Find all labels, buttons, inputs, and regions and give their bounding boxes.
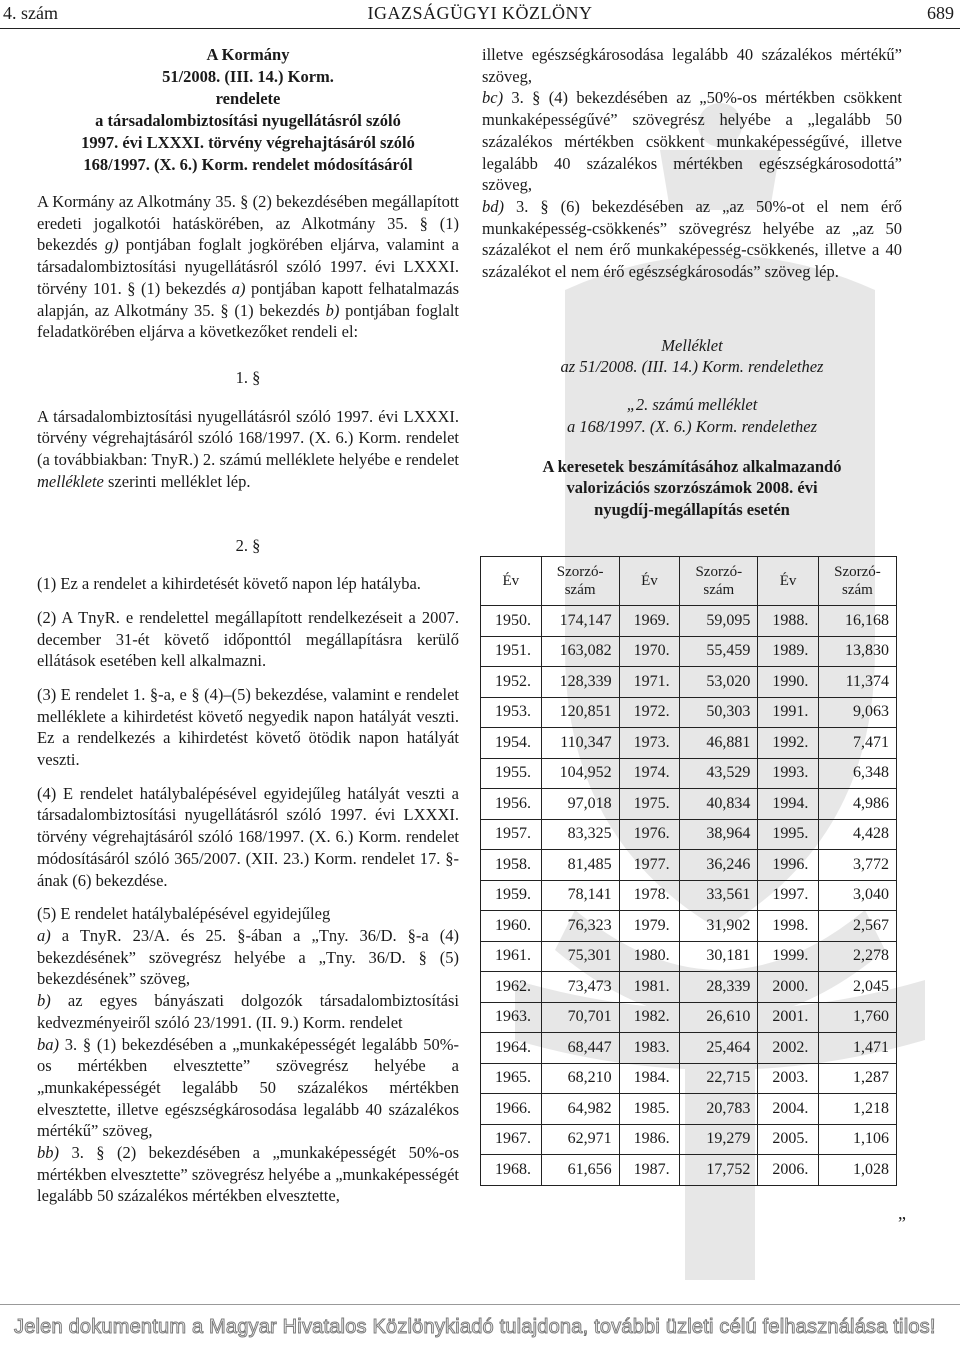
text: 3. § (2) bekezdésében a „munkaképességét 50%-os mértékben elvesztette” szövegrész helyébe a „munkaképességét legalább 50 százalékos mértékben elvesztette, bbox=[37, 1143, 459, 1206]
multiplier-cell: 1,287 bbox=[818, 1063, 896, 1094]
point-ba bbox=[37, 1034, 459, 1143]
year-cell: 1986. bbox=[619, 1124, 680, 1155]
year-cell: 1989. bbox=[758, 636, 819, 667]
multiplier-cell: 61,656 bbox=[541, 1155, 619, 1186]
year-cell: 1994. bbox=[758, 789, 819, 820]
year-cell: 1995. bbox=[758, 819, 819, 850]
multiplier-cell: 70,701 bbox=[541, 1002, 619, 1033]
multiplier-cell: 4,428 bbox=[818, 819, 896, 850]
paragraph-3: (3) E rendelet 1. §-a, e § (4)–(5) bekezdése, valamint e rendelet melléklete a kihirdetést követő negyedik napon hatályát veszti. Ez a rendelkezés a kihirdetést követő ötödik napon hatályát veszti. bbox=[37, 684, 459, 770]
multiplier-cell: 46,881 bbox=[680, 728, 758, 759]
year-cell: 1971. bbox=[619, 667, 680, 698]
year-cell: 1981. bbox=[619, 972, 680, 1003]
multiplier-cell: 50,303 bbox=[680, 697, 758, 728]
heading-line: valorizációs szorzószámok 2008. évi bbox=[566, 478, 818, 498]
footer bbox=[0, 1300, 960, 1345]
multiplier-cell: 20,783 bbox=[680, 1094, 758, 1125]
table-row bbox=[481, 789, 897, 820]
year-cell: 1963. bbox=[481, 1002, 542, 1033]
year-cell: 1976. bbox=[619, 819, 680, 850]
table-row bbox=[481, 728, 897, 759]
year-cell: 1984. bbox=[619, 1063, 680, 1094]
year-cell: 1980. bbox=[619, 941, 680, 972]
annex-line: a 168/1997. (X. 6.) Korm. rendelethez bbox=[566, 416, 818, 436]
multiplier-cell: 64,982 bbox=[541, 1094, 619, 1125]
title-line: 1997. évi LXXXI. törvény végrehajtásáról szóló bbox=[81, 133, 415, 152]
table-row bbox=[481, 1094, 897, 1125]
year-cell: 1953. bbox=[481, 697, 542, 728]
multiplier-cell: 59,095 bbox=[680, 606, 758, 637]
year-cell: 1985. bbox=[619, 1094, 680, 1125]
year-cell: 1983. bbox=[619, 1033, 680, 1064]
multiplier-cell: 33,561 bbox=[680, 880, 758, 911]
year-cell: 1996. bbox=[758, 850, 819, 881]
multiplier-cell: 43,529 bbox=[680, 758, 758, 789]
text: pontjában foglalt feladatkörében eljárva a következőket rendeli el: bbox=[37, 300, 460, 342]
multiplier-cell: 4,986 bbox=[818, 789, 896, 820]
paragraph-2: (2) A TnyR. e rendelettel megállapított rendelkezéseit a 2007. december 31-ét követő időponttól megállapításra kerülő ellátások esetében kell alkalmazni. bbox=[37, 607, 459, 671]
table-row bbox=[481, 1002, 897, 1033]
multiplier-cell: 11,374 bbox=[818, 667, 896, 698]
multiplier-cell: 30,181 bbox=[680, 941, 758, 972]
table-row bbox=[481, 667, 897, 698]
left-column bbox=[37, 44, 459, 1207]
year-cell: 1972. bbox=[619, 697, 680, 728]
point-bb bbox=[37, 1142, 459, 1207]
table-row bbox=[481, 697, 897, 728]
multiplier-cell: 6,348 bbox=[818, 758, 896, 789]
text: A társadalombiztosítási nyugellátásról szóló 1997. évi LXXXI. törvény végrehajtásáról szóló 168/1997. (X. 6.) Korm. rendelet (a továbbiakban: TnyR.) 2. számú melléklete helyébe e rendelet bbox=[37, 406, 459, 470]
multiplier-cell: 22,715 bbox=[680, 1063, 758, 1094]
point-label: bd) bbox=[482, 196, 504, 216]
text: az egyes bányászati dolgozók társadalombiztosítási kedvezményeiről szóló 23/1991. (II. 9.) Korm. rendelet bbox=[37, 991, 459, 1032]
multiplier-cell: 83,325 bbox=[541, 819, 619, 850]
point-label: bb) bbox=[37, 1143, 59, 1163]
header-cell: Év bbox=[619, 557, 680, 606]
multiplier-cell: 1,218 bbox=[818, 1094, 896, 1125]
year-cell: 1951. bbox=[481, 636, 542, 667]
year-cell: 1959. bbox=[481, 880, 542, 911]
table-row bbox=[481, 1124, 897, 1155]
table-row bbox=[481, 636, 897, 667]
multiplier-cell: 3,772 bbox=[818, 850, 896, 881]
paragraph-5: (5) E rendelet hatálybalépésével egyidejűleg bbox=[37, 904, 331, 924]
table-row bbox=[481, 1155, 897, 1186]
section-1-text bbox=[37, 406, 459, 493]
multiplier-table bbox=[480, 556, 897, 1186]
multiplier-cell: 78,141 bbox=[541, 880, 619, 911]
point-bd bbox=[482, 196, 902, 283]
decree-title bbox=[37, 44, 459, 176]
multiplier-cell: 1,471 bbox=[818, 1033, 896, 1064]
year-cell: 1967. bbox=[481, 1124, 542, 1155]
heading-line: A keresetek beszámításához alkalmazandó bbox=[542, 456, 842, 476]
title-line: 51/2008. (III. 14.) Korm. bbox=[162, 67, 334, 86]
multiplier-cell: 73,473 bbox=[541, 972, 619, 1003]
title-line: rendelete bbox=[215, 89, 281, 108]
year-cell: 2004. bbox=[758, 1094, 819, 1125]
year-cell: 2000. bbox=[758, 972, 819, 1003]
year-cell: 1998. bbox=[758, 911, 819, 942]
year-cell: 1979. bbox=[619, 911, 680, 942]
multiplier-cell: 104,952 bbox=[541, 758, 619, 789]
multiplier-cell: 163,082 bbox=[541, 636, 619, 667]
multiplier-cell: 1,028 bbox=[818, 1155, 896, 1186]
year-cell: 1968. bbox=[481, 1155, 542, 1186]
year-cell: 2003. bbox=[758, 1063, 819, 1094]
multiplier-cell: 97,018 bbox=[541, 789, 619, 820]
year-cell: 1975. bbox=[619, 789, 680, 820]
header-rule bbox=[0, 28, 960, 29]
header-cell: Szorzó-szám bbox=[818, 557, 896, 606]
point-bc bbox=[482, 87, 902, 196]
text: pontjában foglalt jogkörében eljárva, valamint a társadalombiztosítási nyugellátásról szóló 1997. évi LXXXI. törvény 101. § (1) bekezdés bbox=[37, 235, 459, 298]
table-row bbox=[481, 880, 897, 911]
table-header-row bbox=[481, 557, 897, 606]
multiplier-cell: 1,106 bbox=[818, 1124, 896, 1155]
table-heading bbox=[482, 456, 902, 521]
header-cell: Év bbox=[758, 557, 819, 606]
multiplier-cell: 174,147 bbox=[541, 606, 619, 637]
multiplier-cell: 55,459 bbox=[680, 636, 758, 667]
multiplier-cell: 17,752 bbox=[680, 1155, 758, 1186]
paragraph-4: (4) E rendelet hatálybalépésével egyidejűleg hatályát veszti a társadalombiztosítási nyugellátásról szóló 1997. évi LXXXI. törvény végrehajtásáról szóló 168/1997. (X. 6.) Korm. rendelet módosításáról szóló 365/2007. (XII. 23.) Korm. rendelet 17. §-ának (6) bekezdése. bbox=[37, 783, 459, 890]
table-row bbox=[481, 941, 897, 972]
year-cell: 2002. bbox=[758, 1033, 819, 1064]
multiplier-cell: 128,339 bbox=[541, 667, 619, 698]
year-cell: 1991. bbox=[758, 697, 819, 728]
title-line: A Kormány bbox=[206, 45, 290, 64]
right-column bbox=[482, 44, 902, 521]
point-ref: g) bbox=[104, 235, 119, 255]
multiplier-cell: 38,964 bbox=[680, 819, 758, 850]
paragraph-1: (1) Ez a rendelet a kihirdetését követő napon lép hatályba. bbox=[37, 574, 421, 594]
annex-heading bbox=[482, 335, 902, 378]
table-row bbox=[481, 850, 897, 881]
year-cell: 1961. bbox=[481, 941, 542, 972]
annex-reference: az 51/2008. (III. 14.) Korm. rendelethez bbox=[560, 357, 824, 377]
point-ref: a) bbox=[231, 278, 246, 298]
multiplier-cell: 62,971 bbox=[541, 1124, 619, 1155]
title-line: 168/1997. (X. 6.) Korm. rendelet módosításáról bbox=[83, 155, 413, 174]
closing-quote: ” bbox=[898, 1213, 906, 1233]
table-row bbox=[481, 819, 897, 850]
year-cell: 2005. bbox=[758, 1124, 819, 1155]
year-cell: 1965. bbox=[481, 1063, 542, 1094]
year-cell: 1962. bbox=[481, 972, 542, 1003]
section-2-heading: 2. § bbox=[235, 536, 261, 556]
multiplier-cell: 1,760 bbox=[818, 1002, 896, 1033]
section-1-heading: 1. § bbox=[235, 367, 261, 387]
year-cell: 1992. bbox=[758, 728, 819, 759]
annex-subheading bbox=[482, 394, 902, 437]
footer-rule bbox=[0, 1304, 960, 1305]
year-cell: 1956. bbox=[481, 789, 542, 820]
multiplier-cell: 2,278 bbox=[818, 941, 896, 972]
year-cell: 2001. bbox=[758, 1002, 819, 1033]
year-cell: 1993. bbox=[758, 758, 819, 789]
multiplier-cell: 76,323 bbox=[541, 911, 619, 942]
table-row bbox=[481, 972, 897, 1003]
text: A Kormány az Alkotmány 35. § (2) bekezdésében megállapított eredeti jogalkotói hatáskörében, az Alkotmány 35. § (1) bekezdés bbox=[37, 192, 459, 255]
italic-term: melléklete bbox=[37, 471, 104, 491]
year-cell: 1982. bbox=[619, 1002, 680, 1033]
multiplier-cell: 81,485 bbox=[541, 850, 619, 881]
multiplier-cell: 53,020 bbox=[680, 667, 758, 698]
multiplier-cell: 36,246 bbox=[680, 850, 758, 881]
preamble bbox=[37, 191, 459, 343]
multiplier-cell: 25,464 bbox=[680, 1033, 758, 1064]
point-label: bc) bbox=[482, 88, 504, 108]
year-cell: 2006. bbox=[758, 1155, 819, 1186]
table-row bbox=[481, 758, 897, 789]
table-row bbox=[481, 1033, 897, 1064]
annex-title: Melléklet bbox=[661, 335, 723, 355]
point-label: a) bbox=[37, 925, 51, 945]
text: 3. § (1) bekezdésében a „munkaképességét legalább 50%-os mértékben elvesztette” szövegrész helyébe a „munkaképességét legalább 50 százalékos mértékben elvesztette, illetve egészségkárosodása legalább 40 százalékos mértékű” szöveg, bbox=[37, 1034, 459, 1141]
year-cell: 1954. bbox=[481, 728, 542, 759]
multiplier-cell: 26,610 bbox=[680, 1002, 758, 1033]
multiplier-cell: 28,339 bbox=[680, 972, 758, 1003]
year-cell: 1974. bbox=[619, 758, 680, 789]
year-cell: 1964. bbox=[481, 1033, 542, 1064]
year-cell: 1969. bbox=[619, 606, 680, 637]
header-cell: Év bbox=[481, 557, 542, 606]
header-cell: Szorzó-szám bbox=[541, 557, 619, 606]
point-ref: b) bbox=[325, 300, 340, 320]
multiplier-cell: 9,063 bbox=[818, 697, 896, 728]
year-cell: 1987. bbox=[619, 1155, 680, 1186]
text: 3. § (6) bekezdésében az „az 50%-ot el nem érő munkaképesség-csökkenés” szövegrész helyébe az „az 50 százalékot el nem érő munkaképesség-csökkenés, illetve a 40 százalékot el nem érő egészségkárosodás” szöveg lép. bbox=[482, 196, 902, 282]
multiplier-cell: 68,210 bbox=[541, 1063, 619, 1094]
multiplier-cell: 3,040 bbox=[818, 880, 896, 911]
year-cell: 1988. bbox=[758, 606, 819, 637]
multiplier-cell: 2,045 bbox=[818, 972, 896, 1003]
multiplier-cell: 31,902 bbox=[680, 911, 758, 942]
continued-text: illetve egészségkárosodása legalább 40 százalékos mértékű” szöveg, bbox=[482, 45, 902, 86]
table-row bbox=[481, 606, 897, 637]
year-cell: 1999. bbox=[758, 941, 819, 972]
multiplier-cell: 110,347 bbox=[541, 728, 619, 759]
point-a bbox=[37, 925, 459, 990]
year-cell: 1977. bbox=[619, 850, 680, 881]
text: szerinti melléklet lép. bbox=[103, 471, 251, 491]
issue-number: 4. szám bbox=[3, 3, 58, 23]
text: 3. § (4) bekezdésében az „50%-os mértékben csökkent munkaképességűvé” szövegrész helyébe a „legalább 50 százalékos mértékben csökkent munkaképességűvé, illetve legalább 40 százalékos mértékben egészségkárosodottá” szöveg, bbox=[482, 88, 902, 195]
year-cell: 1978. bbox=[619, 880, 680, 911]
heading-line: nyugdíj-megállapítás esetén bbox=[594, 499, 790, 519]
multiplier-cell: 40,834 bbox=[680, 789, 758, 820]
table-body bbox=[481, 606, 897, 1186]
multiplier-cell: 19,279 bbox=[680, 1124, 758, 1155]
multiplier-cell: 2,567 bbox=[818, 911, 896, 942]
year-cell: 1952. bbox=[481, 667, 542, 698]
ownership-notice: Jelen dokumentum a Magyar Hivatalos Közlönykiadó tulajdona, további üzleti célú felhasználása tilos! bbox=[14, 1316, 936, 1338]
multiplier-cell: 13,830 bbox=[818, 636, 896, 667]
year-cell: 1973. bbox=[619, 728, 680, 759]
text: a TnyR. 23/A. és 25. §-ában a „Tny. 36/D. §-a (4) bekezdésének” szövegrész helyébe a „Tny. 36/D. § (5) bekezdésének” szöveg, bbox=[37, 925, 459, 989]
multiplier-cell: 68,447 bbox=[541, 1033, 619, 1064]
point-label: b) bbox=[37, 991, 51, 1011]
page-header bbox=[0, 0, 960, 30]
year-cell: 1950. bbox=[481, 606, 542, 637]
multiplier-cell: 7,471 bbox=[818, 728, 896, 759]
year-cell: 1990. bbox=[758, 667, 819, 698]
point-b bbox=[37, 990, 459, 1033]
multiplier-cell: 75,301 bbox=[541, 941, 619, 972]
text: pontjában kapott felhatalmazás alapján, az Alkotmány 35. § (1) bekezdés bbox=[37, 278, 459, 320]
annex-line: „2. számú melléklet bbox=[626, 395, 758, 415]
year-cell: 1966. bbox=[481, 1094, 542, 1125]
point-label: ba) bbox=[37, 1034, 59, 1054]
header-cell: Szorzó-szám bbox=[680, 557, 758, 606]
title-line: a társadalombiztosítási nyugellátásról szóló bbox=[95, 111, 401, 130]
year-cell: 1970. bbox=[619, 636, 680, 667]
year-cell: 1960. bbox=[481, 911, 542, 942]
year-cell: 1997. bbox=[758, 880, 819, 911]
journal-title: IGAZSÁGÜGYI KÖZLÖNY bbox=[367, 3, 593, 23]
page-number: 689 bbox=[927, 3, 954, 23]
year-cell: 1957. bbox=[481, 819, 542, 850]
multiplier-cell: 16,168 bbox=[818, 606, 896, 637]
multiplier-cell: 120,851 bbox=[541, 697, 619, 728]
table-row bbox=[481, 911, 897, 942]
year-cell: 1955. bbox=[481, 758, 542, 789]
year-cell: 1958. bbox=[481, 850, 542, 881]
table-row bbox=[481, 1063, 897, 1094]
